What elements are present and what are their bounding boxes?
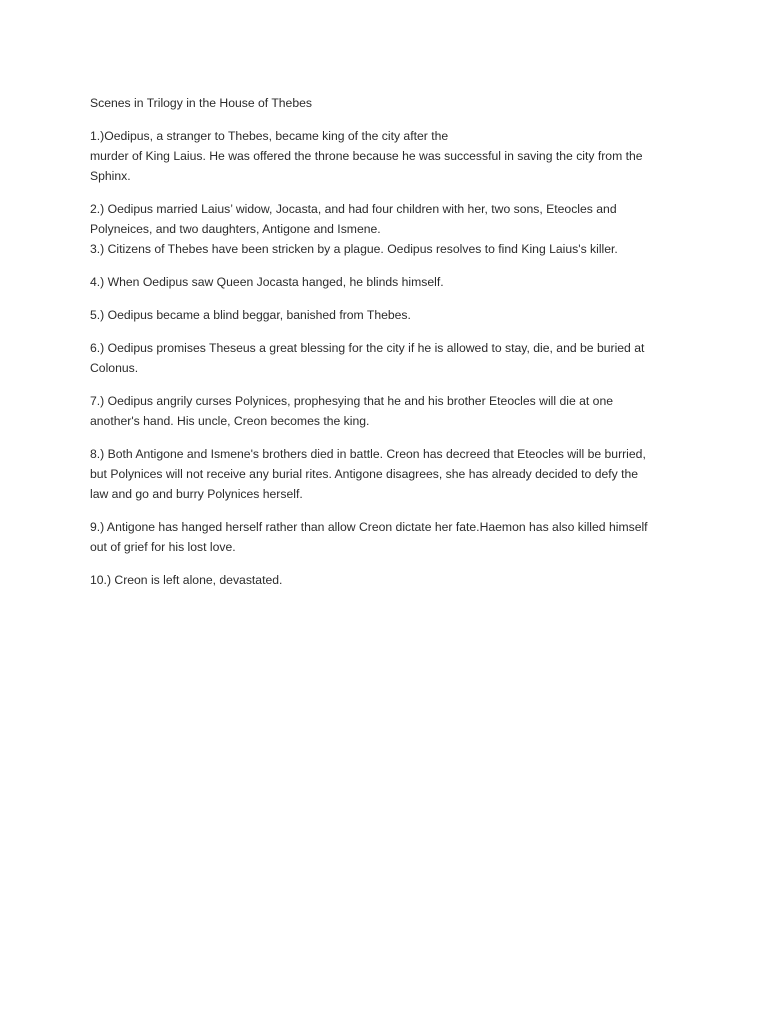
text-line: 6.) Oedipus promises Theseus a great blessing for the city if he is allowed to stay, die, and be buried at — [90, 341, 645, 355]
document-title: Scenes in Trilogy in the House of Thebes — [90, 96, 312, 110]
scene-paragraph-4 — [90, 272, 680, 292]
text-line: 4.) When Oedipus saw Queen Jocasta hanged, he blinds himself. — [90, 275, 444, 289]
text-line: murder of King Laius. He was offered the throne because he was successful in saving the city from the — [90, 149, 643, 163]
text-line: 3.) Citizens of Thebes have been stricken by a plague. Oedipus resolves to find King Laius's killer. — [90, 242, 618, 256]
text-line: another's hand. His uncle, Creon becomes the king. — [90, 414, 370, 428]
text-line: law and go and burry Polynices herself. — [90, 487, 303, 501]
text-line: 2.) Oedipus married Laius’ widow, Jocasta, and had four children with her, two sons, Eteocles and — [90, 202, 617, 216]
scene-paragraph-1 — [90, 126, 680, 186]
text-line: 9.) Antigone has hanged herself rather than allow Creon dictate her fate.Haemon has also killed himself — [90, 520, 648, 534]
text-line: 7.) Oedipus angrily curses Polynices, prophesying that he and his brother Eteocles will die at one — [90, 394, 613, 408]
scene-paragraph-8 — [90, 444, 680, 504]
scene-paragraph-10 — [90, 570, 680, 590]
text-line: Polyneices, and two daughters, Antigone and Ismene. — [90, 222, 381, 236]
text-line: 5.) Oedipus became a blind beggar, banished from Thebes. — [90, 308, 411, 322]
text-line: Colonus. — [90, 361, 139, 375]
scene-paragraph-6 — [90, 338, 680, 378]
document-body — [90, 93, 680, 603]
text-line: Sphinx. — [90, 169, 131, 183]
scene-paragraph-9 — [90, 517, 680, 557]
text-line: 1.)Oedipus, a stranger to Thebes, became king of the city after the — [90, 129, 449, 143]
text-line: out of grief for his lost love. — [90, 540, 236, 554]
text-line: 10.) Creon is left alone, devastated. — [90, 573, 283, 587]
scene-paragraph-7 — [90, 391, 680, 431]
text-line: but Polynices will not receive any burial rites. Antigone disagrees, she has already decided to defy the — [90, 467, 639, 481]
scene-paragraph-3 — [90, 239, 680, 259]
text-line: 8.) Both Antigone and Ismene's brothers died in battle. Creon has decreed that Eteocles will be burried, — [90, 447, 646, 461]
scene-paragraph-2 — [90, 199, 680, 239]
scene-paragraph-5 — [90, 305, 680, 325]
